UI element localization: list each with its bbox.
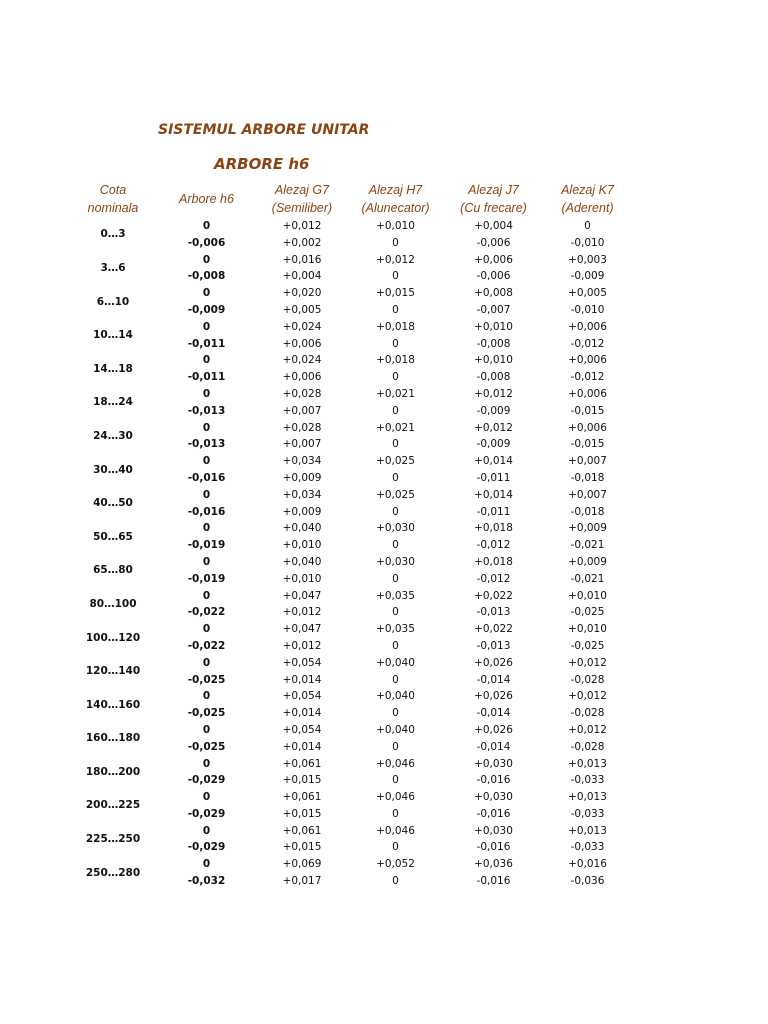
header-line: (Cu frecare) [460, 201, 527, 215]
hole-upper-deviation: +0,040 [282, 522, 322, 535]
table-row-lower [80, 604, 642, 621]
hole-lower-deviation: -0,011 [476, 471, 511, 484]
header-line: (Semiliber) [271, 201, 333, 215]
header-arbore-h6 [146, 180, 267, 218]
cota-nominala-cell: 140…160 [85, 698, 141, 711]
hole-upper-deviation: +0,012 [474, 387, 513, 400]
hole-lower-deviation: -0,007 [476, 303, 511, 316]
table-row-upper [80, 386, 642, 403]
hole-lower-deviation: +0,010 [282, 572, 322, 585]
cota-nominala-cell: 65…80 [93, 564, 133, 577]
hole-lower-deviation: -0,021 [570, 539, 605, 552]
table-row-upper [80, 285, 642, 302]
hole-upper-deviation: +0,006 [568, 421, 607, 434]
shaft-lower-deviation: -0,008 [187, 270, 226, 283]
cota-nominala-cell: 40…50 [93, 497, 133, 510]
hole-upper-deviation: +0,022 [474, 589, 513, 602]
hole-upper-deviation: +0,021 [376, 421, 415, 434]
hole-upper-deviation: +0,012 [568, 656, 607, 669]
hole-lower-deviation: +0,006 [282, 337, 322, 350]
hole-upper-deviation: +0,025 [376, 488, 415, 501]
hole-lower-deviation: -0,014 [476, 673, 511, 686]
hole-lower-deviation: -0,016 [476, 875, 511, 888]
hole-upper-deviation: +0,010 [474, 354, 513, 367]
cota-nominala-cell: 3…6 [100, 261, 126, 274]
hole-upper-deviation: +0,014 [474, 488, 513, 501]
hole-upper-deviation: +0,010 [474, 320, 513, 333]
hole-lower-deviation: 0 [392, 337, 399, 350]
hole-upper-deviation: +0,018 [376, 320, 415, 333]
shaft-lower-deviation: -0,011 [187, 371, 226, 384]
hole-upper-deviation: +0,013 [568, 824, 607, 837]
hole-upper-deviation: +0,028 [282, 421, 322, 434]
table-row-lower [80, 705, 642, 722]
hole-lower-deviation: +0,015 [282, 807, 322, 820]
hole-upper-deviation: +0,016 [282, 253, 322, 266]
header-alezaj-k7 [533, 180, 642, 218]
shaft-lower-deviation: -0,019 [187, 572, 226, 585]
shaft-lower-deviation: -0,013 [187, 404, 226, 417]
shaft-upper-deviation: 0 [202, 522, 211, 535]
header-line: Arbore h6 [179, 192, 234, 206]
hole-upper-deviation: +0,046 [376, 791, 415, 804]
hole-lower-deviation: -0,018 [570, 471, 605, 484]
hole-lower-deviation: +0,015 [282, 774, 322, 787]
page-subtitle: ARBORE h6 [214, 155, 310, 173]
hole-upper-deviation: +0,003 [568, 253, 607, 266]
hole-lower-deviation: -0,016 [476, 807, 511, 820]
hole-upper-deviation: +0,046 [376, 757, 415, 770]
hole-upper-deviation: +0,010 [376, 220, 415, 232]
shaft-lower-deviation: -0,025 [187, 707, 226, 720]
hole-upper-deviation: +0,006 [568, 387, 607, 400]
hole-lower-deviation: +0,010 [282, 539, 322, 552]
hole-lower-deviation: -0,010 [570, 236, 605, 249]
table-body [80, 218, 642, 890]
shaft-upper-deviation: 0 [202, 589, 211, 602]
hole-upper-deviation: +0,013 [568, 791, 607, 804]
hole-lower-deviation: -0,008 [476, 337, 511, 350]
shaft-upper-deviation: 0 [202, 824, 211, 837]
hole-lower-deviation: -0,012 [476, 572, 511, 585]
hole-lower-deviation: -0,009 [476, 404, 511, 417]
hole-upper-deviation: +0,026 [474, 690, 513, 703]
cota-nominala-cell: 0…3 [100, 228, 126, 241]
hole-upper-deviation: +0,006 [568, 354, 607, 367]
shaft-lower-deviation: -0,016 [187, 505, 226, 518]
cota-nominala-cell: 200…225 [85, 799, 141, 812]
header-line: Cota [99, 183, 127, 197]
hole-upper-deviation: +0,054 [282, 723, 322, 736]
hole-lower-deviation: 0 [392, 841, 399, 854]
hole-lower-deviation: 0 [392, 807, 399, 820]
table-row-upper [80, 655, 642, 672]
table-row-upper [80, 554, 642, 571]
cota-nominala-cell: 250…280 [85, 866, 141, 879]
shaft-lower-deviation: -0,025 [187, 740, 226, 753]
hole-upper-deviation: +0,047 [282, 589, 322, 602]
hole-lower-deviation: +0,009 [282, 471, 322, 484]
hole-upper-deviation: +0,030 [474, 757, 513, 770]
hole-upper-deviation: +0,016 [568, 858, 607, 871]
table-row-lower [80, 739, 642, 756]
hole-upper-deviation: +0,018 [376, 354, 415, 367]
table-row-upper [80, 252, 642, 269]
hole-lower-deviation: -0,033 [570, 807, 605, 820]
table-row-upper [80, 352, 642, 369]
shaft-upper-deviation: 0 [202, 488, 211, 501]
hole-lower-deviation: -0,021 [570, 572, 605, 585]
hole-lower-deviation: -0,016 [476, 841, 511, 854]
hole-upper-deviation: +0,061 [282, 824, 322, 837]
header-line: (Aderent) [561, 201, 614, 215]
hole-upper-deviation: +0,024 [282, 354, 322, 367]
hole-upper-deviation: +0,006 [474, 253, 513, 266]
table-row-lower [80, 638, 642, 655]
hole-lower-deviation: +0,014 [282, 707, 322, 720]
tolerance-table [80, 180, 642, 890]
hole-lower-deviation: 0 [392, 740, 399, 753]
hole-lower-deviation: 0 [392, 371, 399, 384]
hole-upper-deviation: +0,009 [568, 555, 607, 568]
hole-upper-deviation: +0,014 [474, 455, 513, 468]
cota-nominala-cell: 24…30 [93, 429, 133, 442]
shaft-lower-deviation: -0,011 [187, 337, 226, 350]
hole-lower-deviation: +0,004 [282, 270, 322, 283]
shaft-upper-deviation: 0 [202, 253, 211, 266]
table-row-lower [80, 571, 642, 588]
shaft-upper-deviation: 0 [202, 287, 211, 300]
hole-upper-deviation: +0,034 [282, 455, 322, 468]
shaft-lower-deviation: -0,006 [187, 236, 226, 249]
hole-lower-deviation: -0,006 [476, 236, 511, 249]
hole-lower-deviation: -0,013 [476, 606, 511, 619]
hole-lower-deviation: 0 [392, 471, 399, 484]
hole-upper-deviation: +0,026 [474, 656, 513, 669]
table-row-lower [80, 302, 642, 319]
hole-upper-deviation: +0,026 [474, 723, 513, 736]
shaft-upper-deviation: 0 [202, 690, 211, 703]
hole-upper-deviation: +0,040 [376, 690, 415, 703]
hole-lower-deviation: +0,006 [282, 371, 322, 384]
table-row-lower [80, 403, 642, 420]
table-row-upper [80, 453, 642, 470]
table-row-upper [80, 823, 642, 840]
hole-lower-deviation: 0 [392, 404, 399, 417]
hole-lower-deviation: -0,014 [476, 707, 511, 720]
shaft-upper-deviation: 0 [202, 220, 211, 232]
hole-upper-deviation: +0,010 [568, 589, 607, 602]
hole-upper-deviation: 0 [584, 220, 591, 232]
hole-lower-deviation: +0,002 [282, 236, 322, 249]
hole-upper-deviation: +0,015 [376, 287, 415, 300]
shaft-upper-deviation: 0 [202, 791, 211, 804]
header-alezaj-h7 [337, 180, 454, 218]
hole-upper-deviation: +0,061 [282, 757, 322, 770]
table-row-lower [80, 873, 642, 890]
hole-lower-deviation: +0,014 [282, 673, 322, 686]
hole-upper-deviation: +0,004 [474, 220, 513, 232]
hole-upper-deviation: +0,018 [474, 555, 513, 568]
cota-nominala-cell: 225…250 [85, 833, 141, 846]
hole-lower-deviation: 0 [392, 673, 399, 686]
shaft-lower-deviation: -0,029 [187, 841, 226, 854]
hole-upper-deviation: +0,012 [568, 723, 607, 736]
table-row-lower [80, 235, 642, 252]
table-row-lower [80, 672, 642, 689]
table-row-lower [80, 268, 642, 285]
hole-lower-deviation: 0 [392, 539, 399, 552]
shaft-upper-deviation: 0 [202, 421, 211, 434]
hole-upper-deviation: +0,005 [568, 287, 607, 300]
shaft-lower-deviation: -0,025 [187, 673, 226, 686]
shaft-upper-deviation: 0 [202, 555, 211, 568]
hole-lower-deviation: -0,025 [570, 606, 605, 619]
shaft-lower-deviation: -0,022 [187, 639, 226, 652]
table-row-upper [80, 420, 642, 437]
shaft-upper-deviation: 0 [202, 455, 211, 468]
hole-lower-deviation: +0,012 [282, 639, 322, 652]
shaft-upper-deviation: 0 [202, 354, 211, 367]
hole-lower-deviation: +0,007 [282, 404, 322, 417]
hole-lower-deviation: -0,036 [570, 875, 605, 888]
hole-upper-deviation: +0,036 [474, 858, 513, 871]
hole-upper-deviation: +0,046 [376, 824, 415, 837]
hole-upper-deviation: +0,007 [568, 455, 607, 468]
cota-nominala-cell: 18…24 [93, 396, 133, 409]
shaft-lower-deviation: -0,016 [187, 471, 226, 484]
hole-upper-deviation: +0,006 [568, 320, 607, 333]
table-row-upper [80, 756, 642, 773]
cota-nominala-cell: 80…100 [89, 597, 137, 610]
table-row-upper [80, 688, 642, 705]
cota-nominala-cell: 10…14 [93, 329, 133, 342]
hole-lower-deviation: 0 [392, 270, 399, 283]
table-row-upper [80, 588, 642, 605]
hole-upper-deviation: +0,054 [282, 656, 322, 669]
table-row-lower [80, 470, 642, 487]
hole-upper-deviation: +0,007 [568, 488, 607, 501]
hole-upper-deviation: +0,054 [282, 690, 322, 703]
shaft-upper-deviation: 0 [202, 723, 211, 736]
hole-upper-deviation: +0,040 [282, 555, 322, 568]
hole-upper-deviation: +0,035 [376, 623, 415, 636]
hole-lower-deviation: -0,012 [476, 539, 511, 552]
hole-upper-deviation: +0,010 [568, 623, 607, 636]
shaft-lower-deviation: -0,029 [187, 774, 226, 787]
hole-upper-deviation: +0,012 [282, 220, 322, 232]
hole-lower-deviation: -0,033 [570, 774, 605, 787]
hole-lower-deviation: +0,009 [282, 505, 322, 518]
page-title: SISTEMUL ARBORE UNITAR [158, 122, 370, 138]
header-line: Alezaj H7 [368, 183, 423, 197]
hole-upper-deviation: +0,069 [282, 858, 322, 871]
table-row-upper [80, 722, 642, 739]
hole-lower-deviation: 0 [392, 639, 399, 652]
hole-upper-deviation: +0,012 [568, 690, 607, 703]
table-row-lower [80, 504, 642, 521]
hole-lower-deviation: +0,014 [282, 740, 322, 753]
hole-upper-deviation: +0,047 [282, 623, 322, 636]
shaft-lower-deviation: -0,032 [187, 875, 226, 888]
shaft-lower-deviation: -0,013 [187, 438, 226, 451]
header-alezaj-j7 [454, 180, 533, 218]
hole-upper-deviation: +0,035 [376, 589, 415, 602]
hole-lower-deviation: +0,015 [282, 841, 322, 854]
hole-lower-deviation: -0,010 [570, 303, 605, 316]
header-line: Alezaj J7 [468, 183, 519, 197]
table-row-lower [80, 436, 642, 453]
hole-lower-deviation: -0,014 [476, 740, 511, 753]
cota-nominala-cell: 14…18 [93, 362, 133, 375]
header-alezaj-g7 [267, 180, 337, 218]
hole-lower-deviation: +0,005 [282, 303, 322, 316]
table-row-lower [80, 336, 642, 353]
hole-lower-deviation: -0,025 [570, 639, 605, 652]
header-cota-nominala [80, 180, 146, 218]
hole-lower-deviation: 0 [392, 774, 399, 787]
hole-upper-deviation: +0,030 [474, 824, 513, 837]
hole-upper-deviation: +0,025 [376, 455, 415, 468]
table-row-lower [80, 537, 642, 554]
hole-lower-deviation: +0,012 [282, 606, 322, 619]
hole-upper-deviation: +0,028 [282, 387, 322, 400]
hole-lower-deviation: 0 [392, 236, 399, 249]
hole-lower-deviation: -0,018 [570, 505, 605, 518]
hole-lower-deviation: +0,007 [282, 438, 322, 451]
cota-nominala-cell: 6…10 [96, 295, 130, 308]
shaft-upper-deviation: 0 [202, 656, 211, 669]
hole-upper-deviation: +0,018 [474, 522, 513, 535]
hole-upper-deviation: +0,052 [376, 858, 415, 871]
hole-upper-deviation: +0,024 [282, 320, 322, 333]
hole-lower-deviation: -0,008 [476, 371, 511, 384]
cota-nominala-cell: 30…40 [93, 463, 133, 476]
shaft-upper-deviation: 0 [202, 623, 211, 636]
hole-lower-deviation: -0,012 [570, 337, 605, 350]
hole-upper-deviation: +0,040 [376, 723, 415, 736]
table-row-lower [80, 369, 642, 386]
hole-lower-deviation: -0,009 [570, 270, 605, 283]
hole-upper-deviation: +0,012 [474, 421, 513, 434]
cota-nominala-cell: 180…200 [85, 765, 141, 778]
table-row-upper [80, 621, 642, 638]
hole-upper-deviation: +0,008 [474, 287, 513, 300]
hole-lower-deviation: 0 [392, 438, 399, 451]
table-row-upper [80, 319, 642, 336]
shaft-upper-deviation: 0 [202, 387, 211, 400]
hole-upper-deviation: +0,030 [376, 555, 415, 568]
hole-lower-deviation: -0,015 [570, 438, 605, 451]
hole-lower-deviation: -0,006 [476, 270, 511, 283]
hole-lower-deviation: -0,028 [570, 707, 605, 720]
shaft-lower-deviation: -0,019 [187, 539, 226, 552]
table-row-lower [80, 772, 642, 789]
table-row-lower [80, 839, 642, 856]
hole-lower-deviation: -0,028 [570, 673, 605, 686]
hole-lower-deviation: 0 [392, 875, 399, 888]
hole-lower-deviation: 0 [392, 303, 399, 316]
hole-lower-deviation: 0 [392, 707, 399, 720]
header-line: (Alunecator) [361, 201, 430, 215]
hole-lower-deviation: +0,017 [282, 875, 322, 888]
hole-lower-deviation: -0,009 [476, 438, 511, 451]
hole-lower-deviation: -0,016 [476, 774, 511, 787]
table-row-upper [80, 218, 642, 235]
hole-upper-deviation: +0,021 [376, 387, 415, 400]
hole-upper-deviation: +0,034 [282, 488, 322, 501]
hole-lower-deviation: -0,013 [476, 639, 511, 652]
hole-lower-deviation: 0 [392, 606, 399, 619]
shaft-lower-deviation: -0,029 [187, 807, 226, 820]
hole-upper-deviation: +0,013 [568, 757, 607, 770]
hole-lower-deviation: -0,015 [570, 404, 605, 417]
hole-lower-deviation: -0,012 [570, 371, 605, 384]
hole-upper-deviation: +0,040 [376, 656, 415, 669]
hole-lower-deviation: 0 [392, 572, 399, 585]
table-header-row [80, 180, 642, 218]
hole-lower-deviation: -0,011 [476, 505, 511, 518]
header-line: Alezaj K7 [561, 183, 614, 197]
shaft-upper-deviation: 0 [202, 320, 211, 333]
header-line: nominala [87, 201, 139, 215]
table-row-upper [80, 856, 642, 873]
hole-upper-deviation: +0,020 [282, 287, 322, 300]
cota-nominala-cell: 50…65 [93, 530, 133, 543]
hole-upper-deviation: +0,061 [282, 791, 322, 804]
header-line: Alezaj G7 [274, 183, 330, 197]
table-row-upper [80, 487, 642, 504]
shaft-lower-deviation: -0,022 [187, 606, 226, 619]
hole-upper-deviation: +0,030 [474, 791, 513, 804]
hole-upper-deviation: +0,030 [376, 522, 415, 535]
hole-lower-deviation: -0,033 [570, 841, 605, 854]
shaft-lower-deviation: -0,009 [187, 303, 226, 316]
table-row-upper [80, 520, 642, 537]
hole-upper-deviation: +0,022 [474, 623, 513, 636]
cota-nominala-cell: 160…180 [85, 732, 141, 745]
table-row-lower [80, 806, 642, 823]
cota-nominala-cell: 100…120 [85, 631, 141, 644]
hole-lower-deviation: -0,028 [570, 740, 605, 753]
shaft-upper-deviation: 0 [202, 757, 211, 770]
hole-lower-deviation: 0 [392, 505, 399, 518]
cota-nominala-cell: 120…140 [85, 665, 141, 678]
shaft-upper-deviation: 0 [202, 858, 211, 871]
hole-upper-deviation: +0,012 [376, 253, 415, 266]
table-row-upper [80, 789, 642, 806]
hole-upper-deviation: +0,009 [568, 522, 607, 535]
